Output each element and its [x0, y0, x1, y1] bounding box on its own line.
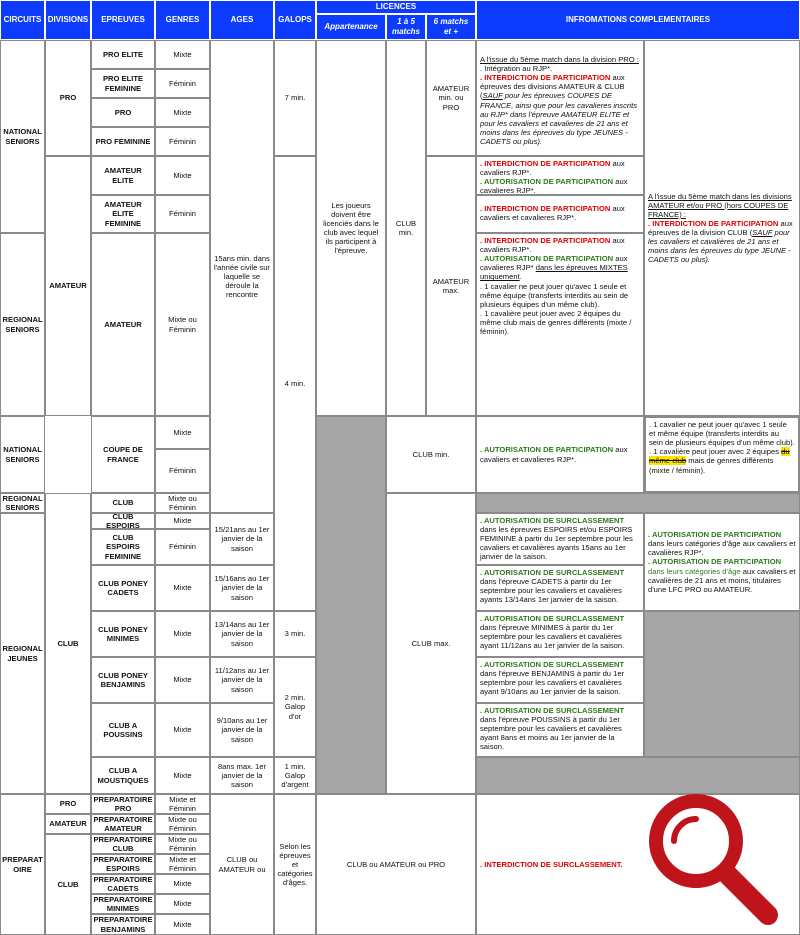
info-right-detail: pour les cavaliers et cavalières de 21 ans et moins dans les épreuves du type JEUNE - CADETS ou plus).: [648, 228, 791, 265]
info-jeunes-right: [644, 513, 800, 611]
division-club: CLUB: [45, 493, 91, 794]
info-cad-text: dans l'épreuve CADETS à partir du 1er septembre pour les cavaliers et cavalières ayants 13/14ans 1er janvier de la saison.: [480, 577, 622, 605]
genre-prep-club: Mixte ou Féminin: [155, 834, 210, 854]
genre-amateur: Mixte ou Féminin: [155, 233, 210, 416]
info-pou-text: dans l'épreuve POUSSINS à partir du 1er septembre pour les cavaliers et cavalières ayant 8ans et moins au 1er janvier de la saison.: [480, 715, 622, 752]
circuit-national-seniors-coupe: NATIONAL SENIORS: [0, 416, 45, 493]
age-seniors: 15ans min. dans l'année civile sur laquelle se déroule la rencontre: [210, 40, 274, 513]
licence-amateur-pro: AMATEUR min. ou PRO: [426, 40, 476, 156]
info-right-title: A l'issue du 5ème match dans les divisions AMATEUR et/ou PRO (hors COUPES DE FRANCE) :: [648, 191, 792, 219]
epreuve-prep-club: PREPARATOIRE CLUB: [91, 834, 155, 854]
genre-prep-pro: Mixte et Féminin: [155, 794, 210, 814]
genre-pro-elite-feminine: Féminin: [155, 69, 210, 98]
galop-preparatoire: Selon les épreuves et catégories d'âges.: [274, 794, 316, 935]
genre-coupe-mixte: Mixte: [155, 416, 210, 449]
age-moustiques: 8ans max. 1er janvier de la saison: [210, 757, 274, 794]
licence-grey-block: [316, 416, 386, 794]
genre-club-a-poussins: Mixte: [155, 703, 210, 757]
genre-prep-minimes: Mixte: [155, 894, 210, 914]
epreuve-club-espoirs-feminine: CLUB ESPOIRS FEMININE: [91, 529, 155, 565]
info-esp-label: . AUTORISATION DE SURCLASSEMENT: [480, 516, 625, 525]
info-am-rule2: . 1 cavalière peut jouer avec 2 équipes du même club mais de genres différents (mixte / féminin).: [480, 308, 632, 337]
header-divisions: DIVISIONS: [45, 0, 91, 40]
epreuve-coupe-de-france: COUPE DE FRANCE: [91, 416, 155, 493]
genre-pro-feminine: Féminin: [155, 127, 210, 156]
licence-club-max: CLUB max.: [386, 493, 476, 794]
info-amateur: [476, 233, 644, 416]
info-esp-text: dans les épreuves ESPOIRS et/ou ESPOIRS FEMININE à partir du 1er septembre pour les cavaliers et cavalières ayants 15ans au 1er janvier de la saison.: [480, 525, 633, 562]
info-min-text: dans l'épreuve MINIMES à partir du 1er septembre pour les cavaliers et cavalières ayant 11/12ans au 1er janvier de la saison.: [480, 623, 625, 651]
info-jr-text1: dans leurs catégories d'âge aux cavaliers et cavalières RJP*.: [648, 539, 796, 558]
info-coupe: [476, 416, 644, 493]
info-coupe-r2b: du même club: [649, 447, 790, 466]
info-pro-sauf: SAUF: [482, 91, 503, 101]
licence-coupe-club-min: CLUB min.: [386, 416, 476, 493]
info-right-text: aux épreuves de la division CLUB (: [648, 218, 793, 237]
epreuve-pro: PRO: [91, 98, 155, 127]
info-am-autorisation: . AUTORISATION DE PARTICIPATION: [480, 254, 614, 264]
info-coupe-r2c: mais de genres différents (mixte / féminin).: [649, 456, 774, 475]
genre-club: Mixte ou Féminin: [155, 493, 210, 513]
genre-amateur-elite-feminine: Féminin: [155, 195, 210, 233]
age-poussins: 9/10ans au 1er janvier de la saison: [210, 703, 274, 757]
epreuve-pro-elite-feminine: PRO ELITE FEMININE: [91, 69, 155, 98]
info-pro-interdiction: . INTERDICTION DE PARTICIPATION: [480, 73, 611, 83]
info-benjamins: [476, 657, 644, 703]
genre-club-poney-benjamins: Mixte: [155, 657, 210, 703]
epreuve-prep-cadets: PREPARATOIRE CADETS: [91, 874, 155, 894]
header-epreuves: EPREUVES: [91, 0, 155, 40]
genre-club-espoirs: Mixte: [155, 513, 210, 529]
division-prep-club: CLUB: [45, 834, 91, 935]
info-coupe-autorisation: . AUTORISATION DE PARTICIPATION: [480, 445, 614, 455]
division-amateur: AMATEUR: [45, 156, 91, 416]
epreuve-prep-amateur: PREPARATOIRE AMATEUR: [91, 814, 155, 834]
header-ages: AGES: [210, 0, 274, 40]
epreuve-amateur-elite: AMATEUR ELITE: [91, 156, 155, 195]
info-cad-label: . AUTORISATION DE SURCLASSEMENT: [480, 568, 625, 577]
info-prep-text: . INTERDICTION DE SURCLASSEMENT.: [480, 859, 623, 869]
header-6-matchs: 6 matchs et +: [426, 14, 476, 40]
info-pou-label: . AUTORISATION DE SURCLASSEMENT: [480, 706, 625, 715]
info-amateur-elite: [476, 156, 644, 195]
genre-prep-espoirs: Mixte et Féminin: [155, 854, 210, 874]
genre-amateur-elite: Mixte: [155, 156, 210, 195]
info-coupe-right: [644, 416, 800, 493]
info-am-text1: aux cavaliers RJP*.: [480, 236, 625, 255]
header-genres: GENRES: [155, 0, 210, 40]
info-amateur-elite-feminine: [476, 195, 644, 233]
header-appartenance: Appartenance: [316, 14, 386, 40]
info-right-sauf: SAUF: [752, 228, 773, 237]
epreuve-amateur-elite-feminine: AMATEUR ELITE FEMININE: [91, 195, 155, 233]
header-1-5-matchs: 1 à 5 matchs: [386, 14, 426, 40]
epreuve-club-a-poussins: CLUB A POUSSINS: [91, 703, 155, 757]
info-pro-rjp: . Intégration au RJP*.: [480, 64, 553, 74]
info-jeunes-grey: [644, 611, 800, 757]
epreuve-pro-feminine: PRO FEMININE: [91, 127, 155, 156]
genre-pro-elite: Mixte: [155, 40, 210, 69]
info-pro-text: aux épreuves des divisions AMATEUR & CLUB (: [480, 73, 625, 101]
info-min-label: . AUTORISATION DE SURCLASSEMENT: [480, 614, 625, 623]
licence-club-min: CLUB min.: [386, 40, 426, 416]
galop-one: 1 min. Galop d'argent: [274, 757, 316, 794]
info-minimes: [476, 611, 644, 657]
genre-club-poney-cadets: Mixte: [155, 565, 210, 611]
info-cadets: [476, 565, 644, 611]
division-prep-pro: PRO: [45, 794, 91, 814]
info-coupe-text: aux cavaliers et cavalieres RJP*.: [480, 445, 628, 464]
genre-prep-cadets: Mixte: [155, 874, 210, 894]
info-ame-autorisation: . AUTORISATION DE PARTICIPATION: [480, 177, 614, 187]
info-ben-label: . AUTORISATION DE SURCLASSEMENT: [480, 660, 625, 669]
licence-amateur-max: AMATEUR max.: [426, 156, 476, 416]
epreuve-prep-espoirs: PREPARATOIRE ESPOIRS: [91, 854, 155, 874]
info-right-seniors: [644, 40, 800, 416]
age-benjamins: 11/12ans au 1er janvier de la saison: [210, 657, 274, 703]
info-jr-text2a: dans leurs catégories d'âge: [648, 566, 741, 576]
age-cadets: 15/16ans au 1er janvier de la saison: [210, 565, 274, 611]
info-pro-detail: pour les épreuves COUPES DE FRANCE, ainsi que pour les cavalieres inscrits au RJP* dans l'épreuve AMATEUR ELITE et pour les cavaliers et cavalieres de 21 ans et moins dans les épreuves du type JEUNES - CADETS ou plus).: [480, 91, 637, 146]
epreuve-club-poney-cadets: CLUB PONEY CADETS: [91, 565, 155, 611]
info-coupe-r2a: . 1 cavalière peut jouer avec 2 équipes: [649, 447, 782, 457]
magnifier-icon[interactable]: [636, 783, 786, 933]
info-poussins: [476, 703, 644, 757]
info-espoirs: [476, 513, 644, 565]
info-am-interdiction: . INTERDICTION DE PARTICIPATION: [480, 236, 611, 245]
header-licences: LICENCES: [316, 0, 476, 14]
info-am-text2: aux cavalieres RJP*: [480, 254, 628, 273]
epreuve-amateur: AMATEUR: [91, 233, 155, 416]
licence-appartenance: Les joueurs doivent être licenciés dans le club avec lequel ils participent à l'épreuve.: [316, 40, 386, 416]
epreuve-club-poney-benjamins: CLUB PONEY BENJAMINS: [91, 657, 155, 703]
age-espoirs: 15/21ans au 1er janvier de la saison: [210, 513, 274, 565]
licence-preparatoire: CLUB ou AMATEUR ou PRO: [316, 794, 476, 935]
genre-coupe-feminin: Féminin: [155, 449, 210, 493]
info-ame-text1: aux cavaliers RJP*.: [480, 159, 625, 178]
genre-club-espoirs-feminine: Féminin: [155, 529, 210, 565]
info-ame-interdiction: . INTERDICTION DE PARTICIPATION: [480, 159, 611, 168]
info-jr-label1: . AUTORISATION DE PARTICIPATION: [648, 530, 782, 540]
epreuve-club-espoirs: CLUB ESPOIRS: [91, 513, 155, 529]
header-galops: GALOPS: [274, 0, 316, 40]
info-amef-interdiction: . INTERDICTION DE PARTICIPATION: [480, 204, 611, 213]
info-pro: [476, 40, 644, 156]
info-pro-title: A l'issue du 5ème match dans la division PRO :: [480, 55, 639, 64]
epreuve-prep-minimes: PREPARATOIRE MINIMES: [91, 894, 155, 914]
epreuve-prep-pro: PREPARATOIRE PRO: [91, 794, 155, 814]
galop-two: 2 min. Galop d'or: [274, 657, 316, 757]
info-jr-label2: . AUTORISATION DE PARTICIPATION: [648, 557, 782, 567]
epreuve-prep-benjamins: PREPARATOIRE BENJAMINS: [91, 914, 155, 935]
epreuve-club: CLUB: [91, 493, 155, 513]
epreuve-club-poney-minimes: CLUB PONEY MINIMES: [91, 611, 155, 657]
epreuve-club-a-moustiques: CLUB A MOUSTIQUES: [91, 757, 155, 794]
galop-four: 4 min.: [274, 156, 316, 611]
galop-three: 3 min.: [274, 611, 316, 657]
circuit-preparatoire: PREPARAT OIRE: [0, 794, 45, 935]
galop-seven: 7 min.: [274, 40, 316, 156]
genre-prep-benjamins: Mixte: [155, 914, 210, 935]
info-club-grey: [476, 493, 800, 513]
age-preparatoire: CLUB ou AMATEUR ou: [210, 794, 274, 935]
division-pro: PRO: [45, 40, 91, 156]
header-circuits: CIRCUITS: [0, 0, 45, 40]
info-ben-text: dans l'épreuve BENJAMINS à partir du 1er septembre pour les cavaliers et cavalières ayant 9/10ans au 1er janvier de la saison.: [480, 669, 625, 697]
genre-club-a-moustiques: Mixte: [155, 757, 210, 794]
info-jr-text2b: aux cavaliers et cavalières de 21 ans et moins, titulaires d'une LFC PRO ou AMATEUR.: [648, 566, 796, 594]
circuit-regional-seniors-club: REGIONAL SENIORS: [0, 493, 45, 513]
info-am-dot: .: [519, 272, 522, 282]
info-right-interdiction: . INTERDICTION DE PARTICIPATION: [648, 218, 779, 228]
info-am-rule1: . 1 cavalier ne peut jouer qu'avec 1 seule et même équipe (transferts interdits au sein de plusieurs équipes d'un même club).: [480, 281, 629, 309]
info-coupe-r1: . 1 cavalier ne peut jouer qu'avec 1 seule et même équipe (transferts interdits au sein de plusieurs équipes d'un même club).: [649, 420, 795, 448]
division-prep-amateur: AMATEUR: [45, 814, 91, 834]
epreuve-pro-elite: PRO ELITE: [91, 40, 155, 69]
info-amef-text: aux cavaliers et cavalieres RJP*.: [480, 204, 625, 223]
header-infos: INFROMATIONS COMPLEMENTAIRES: [476, 0, 800, 40]
genre-pro: Mixte: [155, 98, 210, 127]
genre-prep-amateur: Mixte ou Féminin: [155, 814, 210, 834]
info-ame-text2: aux cavalieres RJP*.: [480, 177, 628, 195]
age-minimes: 13/14ans au 1er janvier de la saison: [210, 611, 274, 657]
genre-club-poney-minimes: Mixte: [155, 611, 210, 657]
circuit-regional-seniors: REGIONAL SENIORS: [0, 233, 45, 416]
info-am-mixtes: dans les épreuves MIXTES uniquement: [480, 263, 628, 282]
circuit-national-seniors: NATIONAL SENIORS: [0, 40, 45, 233]
circuit-regional-jeunes: REGIONAL JEUNES: [0, 513, 45, 794]
